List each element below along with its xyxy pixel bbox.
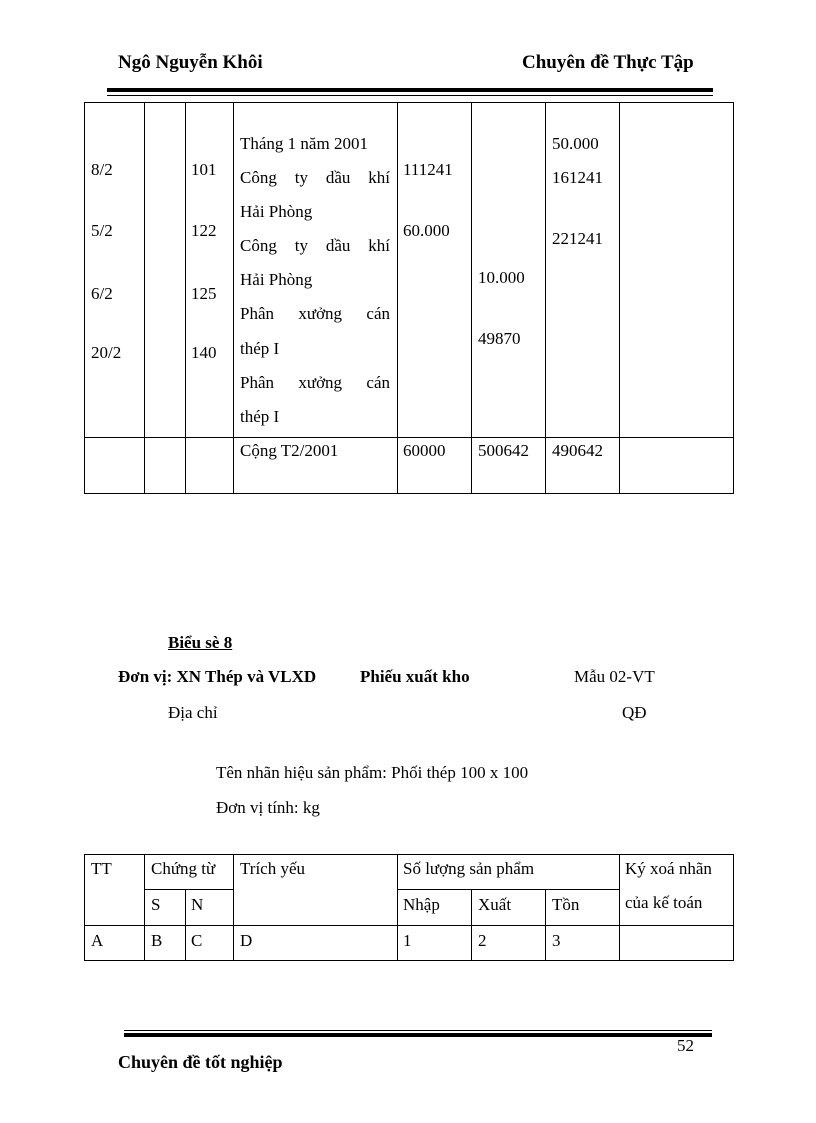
voucher-header-summary: Trích yếu [240, 859, 306, 878]
voucher-sub-out: Xuất [478, 895, 512, 914]
ledger-balance: 221241 [552, 229, 603, 248]
voucher-col-line [733, 854, 734, 961]
ledger-date: 6/2 [91, 284, 113, 303]
ledger-col-line [733, 102, 734, 494]
ledger-description: Hải Phòng [240, 270, 313, 289]
ledger-date: 5/2 [91, 221, 113, 240]
header-title: Chuyên đề Thực Tập [522, 52, 694, 73]
voucher-top-border [84, 854, 734, 855]
voucher-col-line [84, 854, 85, 961]
ledger-date: 20/2 [91, 343, 122, 362]
voucher-cell-2: 2 [478, 931, 487, 950]
ledger-debit: 60.000 [403, 221, 450, 240]
ledger-balance: 50.000 [552, 134, 599, 153]
header-rule-thin [107, 95, 713, 96]
ledger-credit: 49870 [478, 329, 521, 348]
form-decision: QĐ [622, 703, 647, 722]
voucher-col-line [144, 854, 145, 961]
ledger-description: thép I [240, 339, 280, 358]
voucher-cell-a: A [91, 931, 104, 950]
header-author: Ngô Nguyễn Khôi [118, 52, 263, 73]
voucher-subheader-line [144, 889, 233, 890]
ledger-total-label: Cộng T2/2001 [240, 441, 339, 460]
ledger-description: Phân xưởng cán [240, 373, 390, 392]
form-product-name: Tên nhãn hiệu sản phẩm: Phối thép 100 x 100 [216, 763, 529, 782]
ledger-total-separator [84, 437, 734, 438]
voucher-sub-stock: Tồn [552, 895, 580, 914]
footer-rule-thin [124, 1030, 712, 1031]
voucher-col-line [471, 889, 472, 961]
header-rule-thick [107, 88, 713, 92]
ledger-col-line [233, 102, 234, 494]
voucher-col-line [545, 889, 546, 961]
ledger-col-line [185, 102, 186, 494]
voucher-header-voucher: Chứng từ [151, 859, 216, 878]
ledger-col-line [84, 102, 85, 494]
voucher-subheader-line [397, 889, 619, 890]
voucher-bottom-border [84, 960, 734, 961]
ledger-number: 140 [191, 343, 217, 362]
voucher-cell-b: B [151, 931, 163, 950]
ledger-balance: 161241 [552, 168, 603, 187]
ledger-description: Phân xưởng cán [240, 304, 390, 323]
ledger-col-line [545, 102, 546, 494]
voucher-sub-n: N [191, 895, 204, 914]
ledger-description: thép I [240, 407, 280, 426]
ledger-total-debit: 60000 [403, 441, 446, 460]
voucher-col-line [233, 854, 234, 961]
footer-page-number: 52 [677, 1036, 694, 1055]
ledger-col-line [471, 102, 472, 494]
ledger-col-line [397, 102, 398, 494]
ledger-description: Hải Phòng [240, 202, 313, 221]
ledger-number: 101 [191, 160, 217, 179]
ledger-description: Công ty dầu khí [240, 236, 390, 255]
voucher-sub-s: S [151, 895, 161, 914]
ledger-debit: 111241 [403, 160, 453, 179]
ledger-total-balance: 490642 [552, 441, 603, 460]
voucher-cell-1: 1 [403, 931, 412, 950]
ledger-top-border [84, 102, 734, 103]
form-unit: Đơn vị: XN Thép và VLXD [118, 667, 317, 686]
ledger-number: 122 [191, 221, 217, 240]
voucher-header-bottom [84, 925, 734, 926]
ledger-col-line [619, 102, 620, 494]
footer-left: Chuyên đề tốt nghiệp [118, 1052, 283, 1072]
ledger-date: 8/2 [91, 160, 113, 179]
voucher-sub-in: Nhập [403, 895, 440, 914]
voucher-header-tt: TT [91, 859, 112, 878]
ledger-description: Tháng 1 năm 2001 [240, 134, 368, 153]
ledger-credit: 10.000 [478, 268, 525, 287]
ledger-total-credit: 500642 [478, 441, 529, 460]
voucher-col-line [185, 889, 186, 961]
ledger-bottom-border [84, 493, 734, 494]
form-unit-of-measure: Đơn vị tính: kg [216, 798, 320, 817]
form-doc-title: Phiếu xuất kho [360, 667, 470, 686]
ledger-col-line [144, 102, 145, 494]
voucher-col-line [397, 854, 398, 961]
voucher-cell-c: C [191, 931, 203, 950]
voucher-header-sign-2: của kế toán [625, 893, 703, 912]
form-code: Mẫu 02-VT [574, 667, 655, 686]
voucher-cell-3: 3 [552, 931, 561, 950]
voucher-col-line [619, 854, 620, 961]
voucher-header-quantity: Số lượng sản phẩm [403, 859, 535, 878]
ledger-number: 125 [191, 284, 217, 303]
voucher-cell-d: D [240, 931, 253, 950]
form-heading: Biểu sè 8 [168, 633, 233, 652]
form-address-label: Địa chỉ [168, 703, 218, 722]
voucher-header-sign-1: Ký xoá nhãn [625, 859, 712, 878]
ledger-description: Công ty dầu khí [240, 168, 390, 187]
footer-rule-thick [124, 1033, 712, 1037]
